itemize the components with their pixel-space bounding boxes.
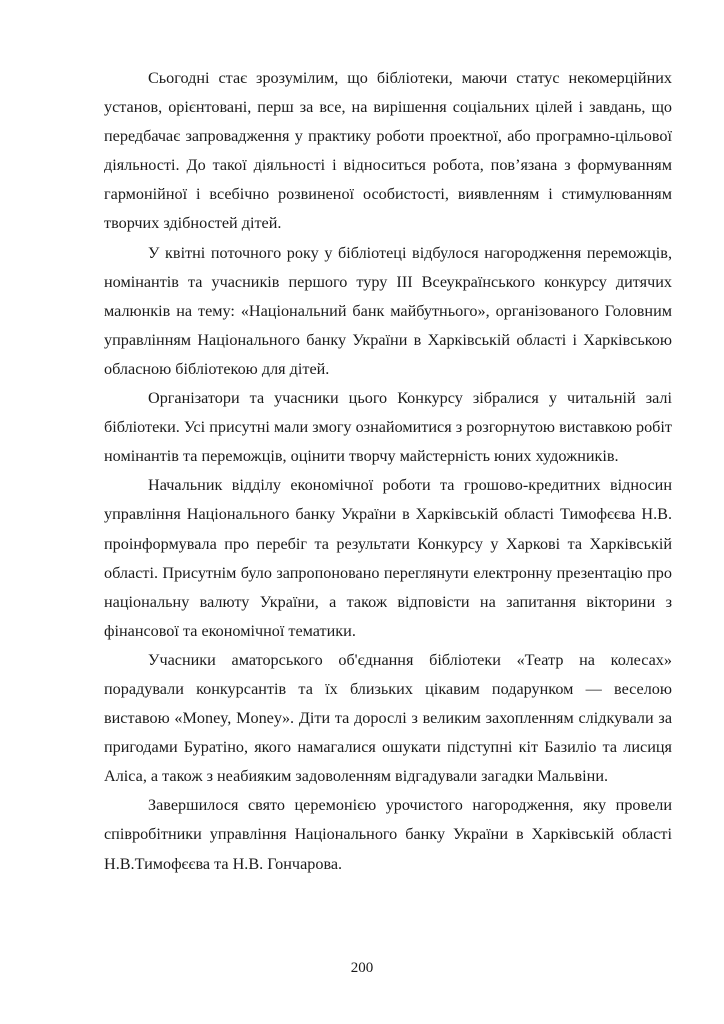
paragraph-6: Завершилося свято церемонією урочистого нагородження, яку провели співробітники управління Національного банку України в Харківській області Н.В.Тимофєєва та Н.В. Гончарова.: [104, 796, 672, 873]
document-body: [104, 64, 672, 879]
paragraph-2: У квітні поточного року у бібліотеці відбулося нагородження переможців, номінантів та учасників першого туру ІІІ Всеукраїнського конкурсу дитячих малюнків на тему: «Національний банк майбутнього», організованого Головним управлінням Національного банку України в Харківській області і Харківською обласною бібліотекою для дітей.: [104, 243, 672, 378]
paragraph-1: Сьогодні стає зрозумілим, що бібліотеки, маючи статус некомерційних установ, орієнтовані, перш за все, на вирішення соціальних цілей і завдань, що передбачає запровадження у практику роботи проектної, або програмно-цільової діяльності. До такої діяльності і відноситься робота, пов’язана з формуванням гармонійної і всебічно розвиненої особистості, виявленням і стимулюванням творчих здібностей дітей.: [104, 69, 672, 233]
paragraph-4: Начальник відділу економічної роботи та грошово-кредитних відносин управління Національного банку України в Харківській області Тимофєєва Н.В. проінформувала про перебіг та результати Конкурсу у Харкові та Харківській області. Присутнім було запропоновано переглянути електронну презентацію про національну валюту України, а також відповісти на запитання вікторини з фінансової та економічної тематики.: [104, 476, 672, 640]
page-number: 200: [350, 960, 374, 976]
paragraph-3: Організатори та учасники цього Конкурсу зібралися у читальній залі бібліотеки. Усі присутні мали змогу ознайомитися з розгорнутою виставкою робіт номінантів та переможців, оцінити творчу майстерність юних художників.: [104, 389, 672, 466]
paragraph-5: Учасники аматорського об'єднання бібліотеки «Театр на колесах» порадували конкурсантів та їх близьких цікавим подарунком — веселою виставою «Money, Money». Діти та дорослі з великим захопленням слідкували за пригодами Буратіно, якого намагалися ошукати підступні кіт Базиліо та лисиця Аліса, а також з неабияким задоволенням відгадували загадки Мальвіни.: [104, 650, 672, 786]
